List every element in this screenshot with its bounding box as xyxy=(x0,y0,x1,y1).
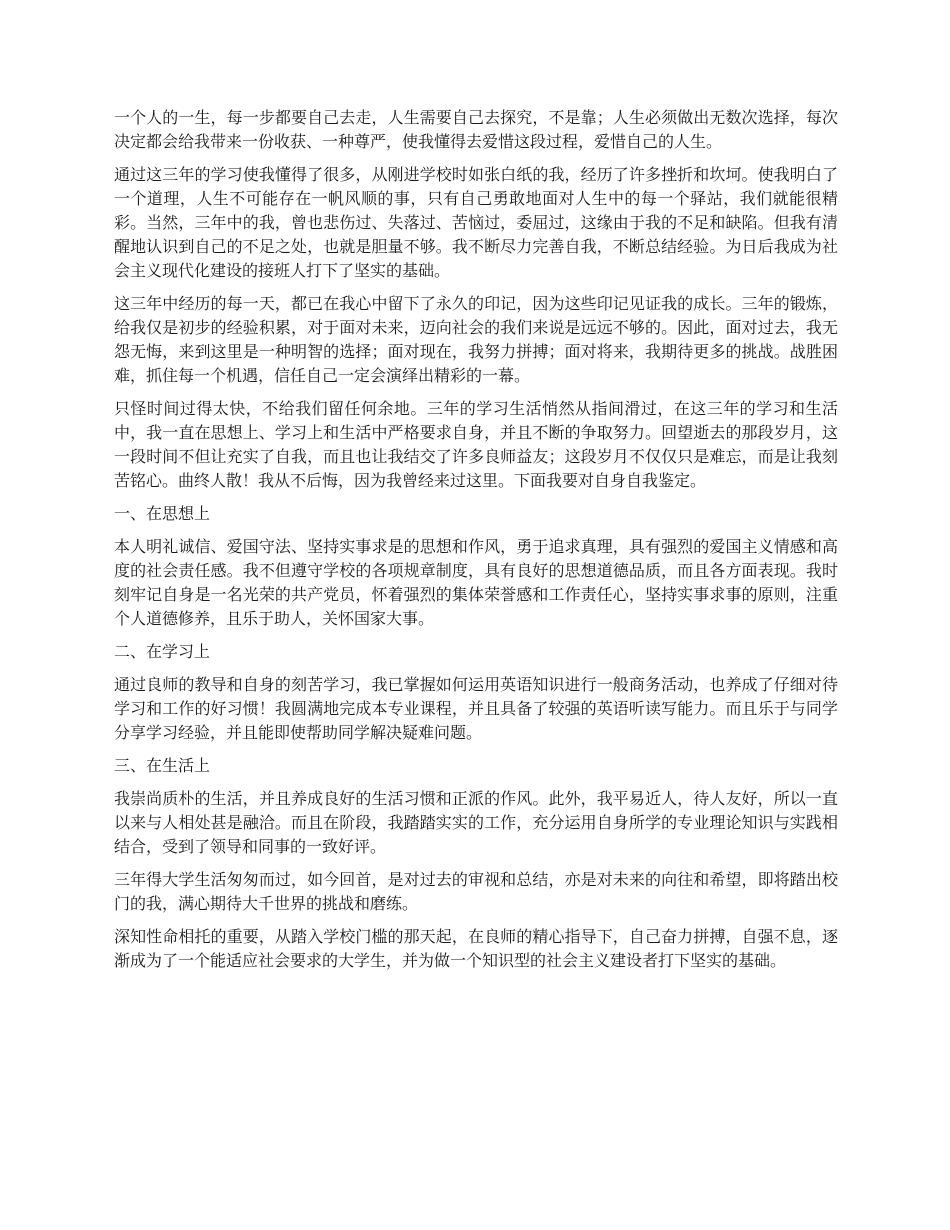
paragraph-three-years-learning: 通过这三年的学习使我懂得了很多，从刚进学校时如张白纸的我，经历了许多挫折和坎坷。使我明白了一个道理，人生不可能存在一帆风顺的事，只有自己勇敢地面对人生中的每一个驿站，我们就能很精彩。当然，三年中的我，曾也悲伤过、失落过、苦恼过，委屈过，这缘由于我的不足和缺陷。但我有清醒地认识到自己的不足之处，也就是胆量不够。我不断尽力完善自我，不断总结经验。为日后我成为社会主义现代化建设的接班人打下了坚实的基础。 xyxy=(114,165,838,280)
section-heading-life: 三、在生活上 xyxy=(114,756,211,775)
section-heading-study: 二、在学习上 xyxy=(114,642,211,661)
paragraph-thought: 本人明礼诚信、爱国守法、坚持实事求是的思想和作风，勇于追求真理，具有强烈的爱国主义情感和高度的社会责任感。我不但遵守学校的各项规章制度，具有良好的思想道德品质，而且各方面表现。我时刻牢记自身是一名光荣的共产党员，怀着强烈的集体荣誉感和工作责任心，坚持实事求事的原则，注重个人道德修养，且乐于助人，关怀国家大事。 xyxy=(114,537,838,628)
section-heading-thought: 一、在思想上 xyxy=(114,504,211,523)
paragraph-time-passes: 只怪时间过得太快，不给我们留任何余地。三年的学习生活悄然从指间滑过，在这三年的学习和生活中，我一直在思想上、学习上和生活中严格要求自身，并且不断的争取努力。回望逝去的那段岁月，这一段时间不但让充实了自我，而且也让我结交了许多良师益友；这段岁月不仅仅只是难忘，而是让我刻苦铭心。曲终人散！我从不后悔，因为我曾经来过这里。下面我要对自身自我鉴定。 xyxy=(114,399,838,490)
paragraph-review: 三年得大学生活匆匆而过，如今回首，是对过去的审视和总结，亦是对未来的向往和希望，即将踏出校门的我，满心期待大千世界的挑战和磨练。 xyxy=(114,870,838,913)
paragraph-life: 我崇尚质朴的生活，并且养成良好的生活习惯和正派的作风。此外，我平易近人，待人友好，所以一直以来与人相处甚是融洽。而且在阶段，我踏踏实实的工作，充分运用自身所学的专业理论知识与实践相结合，受到了领导和同事的一致好评。 xyxy=(114,789,838,856)
document-body xyxy=(114,106,838,982)
paragraph-study: 通过良师的教导和自身的刻苦学习，我已掌握如何运用英语知识进行一般商务活动，也养成了仔细对待学习和工作的好习惯！我圆满地完成本专业课程，并且具备了较强的英语听读写能力。而且乐于与同学分享学习经验，并且能即使帮助同学解决疑难问题。 xyxy=(114,675,838,742)
paragraph-intro: 一个人的一生，每一步都要自己去走，人生需要自己去探究，不是靠；人生必须做出无数次选择，每次决定都会给我带来一份收获、一种尊严，使我懂得去爱惜这段过程，爱惜自己的人生。 xyxy=(114,108,838,151)
paragraph-every-day: 这三年中经历的每一天，都已在我心中留下了永久的印记，因为这些印记见证我的成长。三年的锻炼，给我仅是初步的经验积累，对于面对未来，迈向社会的我们来说是远远不够的。因此，面对过去，我无怨无悔，来到这里是一种明智的选择；面对现在，我努力拼搏；面对将来，我期待更多的挑战。战胜困难，抓住每一个机遇，信任自己一定会演绎出精彩的一幕。 xyxy=(114,294,838,385)
paragraph-conclusion: 深知性命相托的重要，从踏入学校门槛的那天起，在良师的精心指导下，自己奋力拼搏，自强不息，逐渐成为了一个能适应社会要求的大学生，并为做一个知识型的社会主义建设者打下坚实的基础。 xyxy=(114,927,838,970)
